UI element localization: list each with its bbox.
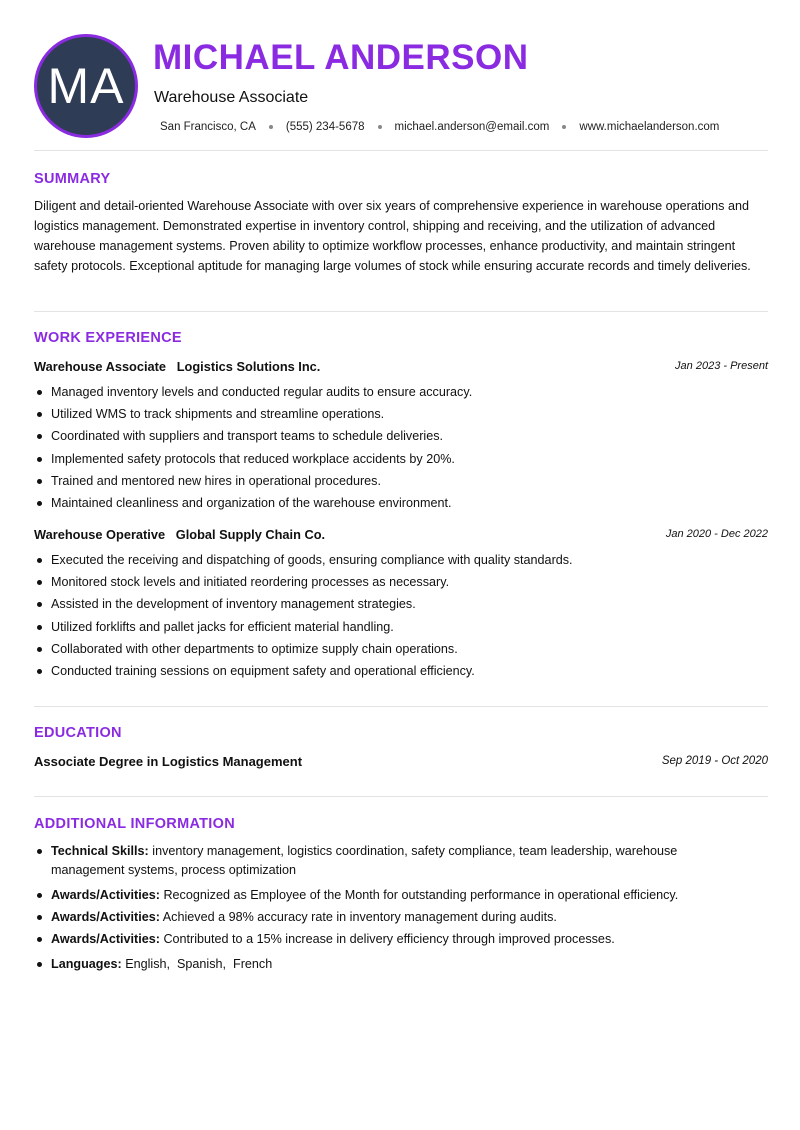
education-degree: Associate Degree in Logistics Management: [34, 754, 303, 769]
list-item: Trained and mentored new hires in operational procedures.: [34, 470, 754, 492]
additional-list: [34, 842, 754, 974]
list-item: Executed the receiving and dispatching of goods, ensuring compliance with quality standards.: [34, 549, 754, 571]
list-item: Collaborated with other departments to optimize supply chain operations.: [34, 638, 754, 660]
job-header: [34, 359, 768, 377]
info-text: English, Spanish, French: [125, 957, 273, 971]
divider: [34, 150, 768, 151]
contact-phone: (555) 234-5678: [285, 121, 365, 133]
summary-heading: SUMMARY: [34, 171, 111, 187]
list-item: [34, 908, 754, 927]
list-item: Maintained cleanliness and organization of the warehouse environment.: [34, 492, 754, 514]
list-item: Monitored stock levels and initiated reordering processes as necessary.: [34, 571, 754, 593]
info-label: Technical Skills:: [51, 844, 149, 858]
info-label: Awards/Activities:: [51, 888, 160, 902]
contact-email[interactable]: michael.anderson@email.com: [394, 121, 550, 133]
job-role: Warehouse Associate: [34, 359, 167, 374]
avatar: [34, 34, 138, 138]
divider: [34, 706, 768, 707]
info-label: Languages:: [51, 957, 122, 971]
education-heading: EDUCATION: [34, 725, 122, 741]
list-item: [34, 930, 754, 949]
additional-heading: ADDITIONAL INFORMATION: [34, 816, 235, 832]
separator-dot-icon: [378, 125, 382, 129]
info-text: Recognized as Employee of the Month for outstanding performance in operational efficiency.: [163, 888, 679, 902]
list-item: Managed inventory levels and conducted regular audits to ensure accuracy.: [34, 381, 754, 403]
candidate-title: Warehouse Associate: [154, 89, 309, 106]
list-item: Coordinated with suppliers and transport teams to schedule deliveries.: [34, 425, 754, 447]
job-header: [34, 527, 768, 545]
list-item: [34, 955, 754, 974]
job-company: Global Supply Chain Co.: [175, 527, 326, 542]
divider: [34, 311, 768, 312]
candidate-name: MICHAEL ANDERSON: [153, 38, 529, 77]
job-bullets: [34, 381, 754, 514]
contact-website[interactable]: www.michaelanderson.com: [579, 121, 720, 133]
info-label: Awards/Activities:: [51, 932, 160, 946]
separator-dot-icon: [562, 125, 566, 129]
contact-line: [160, 121, 719, 133]
list-item: Utilized forklifts and pallet jacks for efficient material handling.: [34, 616, 754, 638]
list-item: [34, 842, 754, 880]
avatar-initials: MA: [47, 58, 125, 114]
list-item: Utilized WMS to track shipments and streamline operations.: [34, 403, 754, 425]
job-company: Logistics Solutions Inc.: [176, 359, 321, 374]
resume-header: [34, 34, 768, 138]
info-text: Contributed to a 15% increase in delivery efficiency through improved processes.: [163, 932, 615, 946]
info-text: inventory management, logistics coordination, safety compliance, team leadership, warehouse management systems, process optimization: [51, 844, 678, 877]
job-bullets: [34, 549, 754, 682]
education-dates: Sep 2019 - Oct 2020: [661, 755, 768, 767]
experience-heading: WORK EXPERIENCE: [34, 330, 182, 346]
list-item: [34, 886, 754, 905]
job-dates: Jan 2023 - Present: [675, 360, 768, 372]
contact-location: San Francisco, CA: [160, 121, 256, 133]
job-dates: Jan 2020 - Dec 2022: [665, 528, 768, 540]
info-text: Achieved a 98% accuracy rate in inventory management during audits.: [162, 910, 557, 924]
separator-dot-icon: [269, 125, 273, 129]
summary-text: Diligent and detail-oriented Warehouse Associate with over six years of comprehensive experience in warehouse operations and logistics management. Demonstrated expertise in inventory control, shipping and receiving, and the utilization of advanced warehouse management systems. Proven ability to optimize workflow processes, enhance productivity, and maintain stringent safety protocols. Exceptional aptitude for managing large volumes of stock while ensuring accurate records and timely deliveries.: [34, 199, 751, 273]
list-item: Implemented safety protocols that reduced workplace accidents by 20%.: [34, 448, 754, 470]
education-entry: [34, 754, 768, 769]
job-role: Warehouse Operative: [34, 527, 166, 542]
divider: [34, 796, 768, 797]
info-label: Awards/Activities:: [51, 910, 160, 924]
list-item: Conducted training sessions on equipment safety and operational efficiency.: [34, 660, 754, 682]
list-item: Assisted in the development of inventory management strategies.: [34, 593, 754, 615]
